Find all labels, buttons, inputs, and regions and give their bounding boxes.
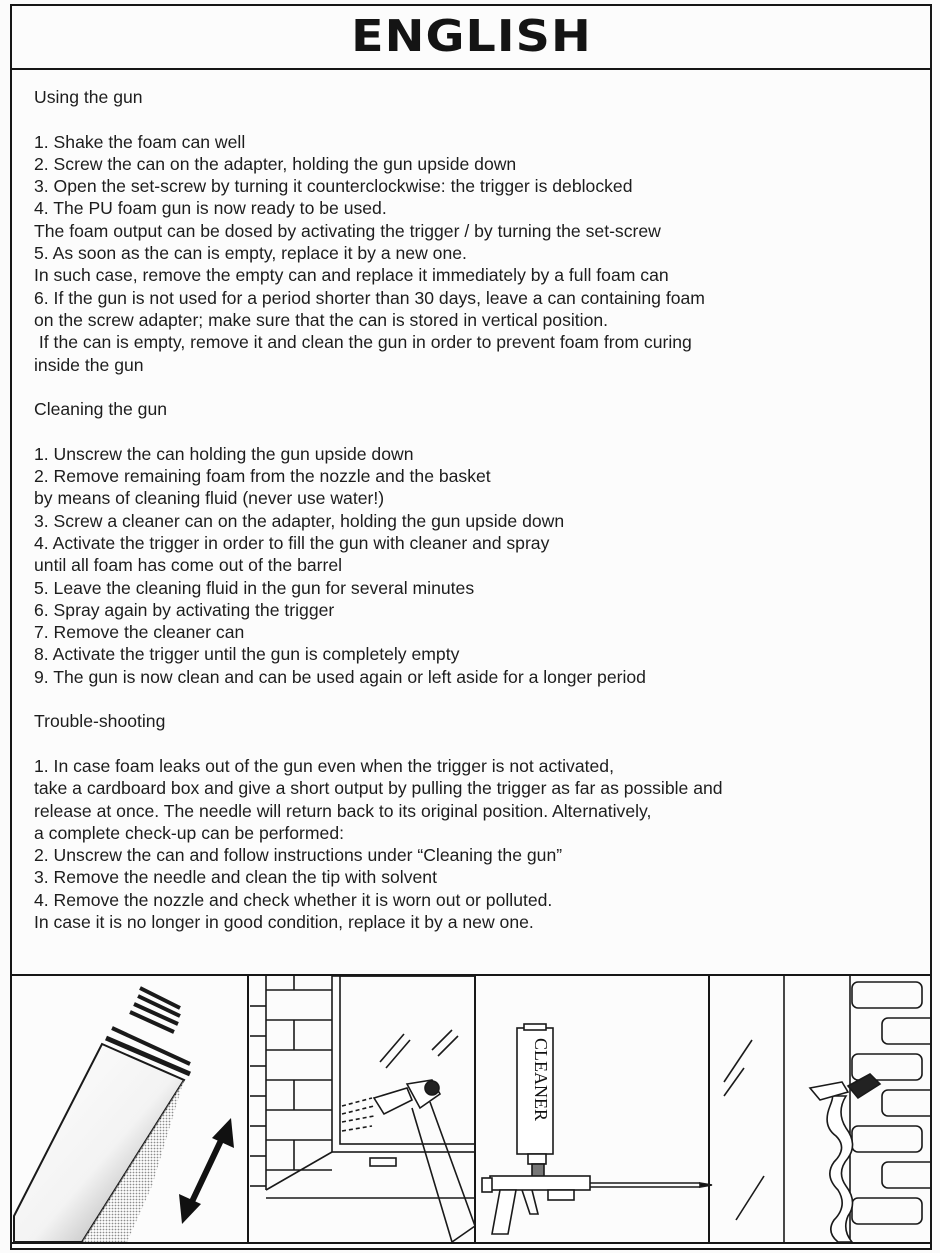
instruction-line: on the screw adapter; make sure that the can is stored in vertical position. [34,309,609,330]
heading-gap [34,108,914,130]
instruction-line: In case it is no longer in good condition, replace it by a new one. [34,911,534,932]
wall-foam-cut-illustration [724,976,930,1242]
instruction-line: by means of cleaning fluid (never use water!) [34,488,385,509]
section-heading: Trouble-shooting [34,711,166,732]
instruction-line: release at once. The needle will return back to its original position. Alternatively, [34,800,652,821]
instruction-line: 2. Screw the can on the adapter, holding the gun upside down [34,153,517,174]
instruction-line: The foam output can be dosed by activating the trigger / by turning the set-screw [34,220,661,241]
section-gap [34,376,914,398]
instruction-line: 3. Remove the needle and clean the tip with solvent [34,867,437,888]
instruction-line: 6. If the gun is not used for a period shorter than 30 days, leave a can containing foam [34,287,705,308]
instruction-line: In such case, remove the empty can and replace it immediately by a full foam can [34,265,669,286]
section-gap [34,688,914,710]
instruction-line: 7. Remove the cleaner can [34,622,245,643]
instruction-line: 3. Screw a cleaner can on the adapter, holding the gun upside down [34,510,565,531]
cleaner-can-gun-illustration [482,1024,712,1234]
instructions-body [34,86,914,933]
page-header [12,6,930,70]
instruction-line: 5. As soon as the can is empty, replace it by a new one. [34,243,467,264]
instruction-line: 4. Activate the trigger in order to fill the gun with cleaner and spray [34,532,550,553]
instruction-line: 6. Spray again by activating the trigger [34,599,335,620]
cleaner-can-label: CLEANER [531,1038,551,1121]
manual-page [10,4,932,1250]
page-title: ENGLISH [350,11,592,62]
instruction-line: 4. Remove the nozzle and check whether it is worn out or polluted. [34,889,553,910]
instruction-line: 3. Open the set-screw by turning it counterclockwise: the trigger is deblocked [34,176,633,197]
heading-gap [34,420,914,442]
instruction-line: 4. The PU foam gun is now ready to be used. [34,198,387,219]
instruction-line: until all foam has come out of the barrel [34,555,343,576]
instruction-line: If the can is empty, remove it and clean the gun in order to prevent foam from curing [34,332,692,353]
instruction-line: take a cardboard box and give a short output by pulling the trigger as far as possible and [34,778,723,799]
instruction-line: a complete check-up can be performed: [34,822,345,843]
section-heading: Using the gun [34,87,143,107]
section-heading: Cleaning the gun [34,399,168,420]
instruction-line: 1. In case foam leaks out of the gun even when the trigger is not activated, [34,755,614,776]
instruction-line: 8. Activate the trigger until the gun is completely empty [34,644,460,665]
instruction-line: 5. Leave the cleaning fluid in the gun for several minutes [34,577,475,598]
illustration-svg [12,976,930,1242]
window-frame-spray-illustration [250,976,475,1242]
instruction-line: 2. Unscrew the can and follow instructions under “Cleaning the gun” [34,845,563,866]
instruction-line: 1. Shake the foam can well [34,131,246,152]
instruction-line: inside the gun [34,354,144,375]
instruction-line: 2. Remove remaining foam from the nozzle and the basket [34,466,491,487]
heading-gap [34,733,914,755]
shake-can-illustration [14,988,234,1242]
instruction-line: 1. Unscrew the can holding the gun upside down [34,443,414,464]
illustration-strip [12,974,930,1244]
instruction-line: 9. The gun is now clean and can be used again or left aside for a longer period [34,666,646,687]
